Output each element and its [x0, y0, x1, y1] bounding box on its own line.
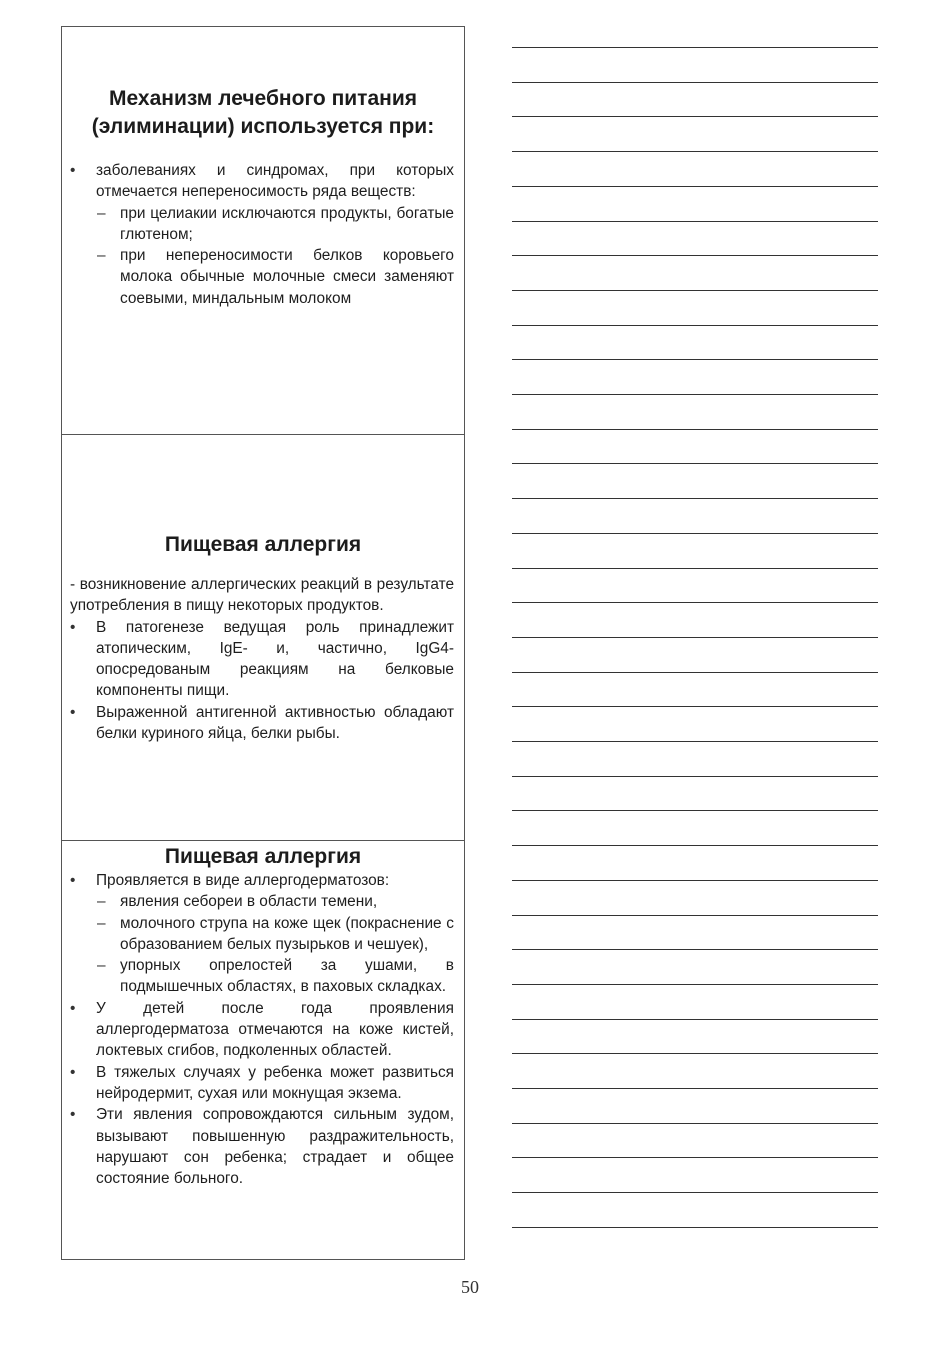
note-line: [512, 463, 878, 464]
note-line: [512, 602, 878, 603]
note-line: [512, 637, 878, 638]
slide-food-allergy-manifestations: [62, 840, 464, 1261]
note-line: [512, 706, 878, 707]
note-line: [512, 741, 878, 742]
bullet-item: • Выраженной антигенной активностью обладают белки куриного яйца, белки рыбы.: [62, 702, 464, 745]
dash-item: – при непереносимости белков коровьего молока обычные молочные смеси заменяют соевыми, миндальным молоком: [96, 245, 454, 309]
note-line: [512, 880, 878, 881]
note-line: [512, 498, 878, 499]
slide-body: [62, 870, 464, 1189]
bullet-text: заболеваниях и синдромах, при которых отмечается непереносимость ряда веществ:: [96, 162, 454, 201]
note-line: [512, 1227, 878, 1228]
note-line: [512, 845, 878, 846]
slide-food-allergy-definition: [62, 434, 464, 840]
slides-column: [61, 26, 465, 1260]
note-line: [512, 915, 878, 916]
note-line: [512, 359, 878, 360]
note-line: [512, 325, 878, 326]
note-line: [512, 1192, 878, 1193]
note-line: [512, 533, 878, 534]
note-line: [512, 151, 878, 152]
note-line: [512, 810, 878, 811]
slide-title: Пищевая аллергия: [164, 845, 362, 868]
slide-body: [62, 574, 464, 744]
dash-item: – при целиакии исключаются продукты, богатые глютеном;: [96, 203, 454, 246]
note-line: [512, 47, 878, 48]
note-line: [512, 1123, 878, 1124]
note-line: [512, 949, 878, 950]
slide-title: Механизм лечебного питания (элиминации) используется при:: [91, 87, 435, 138]
note-line: [512, 429, 878, 430]
page-number: 50: [461, 1277, 479, 1297]
note-line: [512, 394, 878, 395]
bullet-item: [62, 870, 464, 998]
bullet-item: • В патогенезе ведущая роль принадлежит атопическим, IgE- и, частично, IgG4-опосредованым реакциям на белковые компоненты пищи.: [62, 617, 464, 702]
note-line: [512, 1053, 878, 1054]
bullet-item: • У детей после года проявления аллергодерматоза отмечаются на коже кистей, локтевых сгибов, подколенных областей.: [62, 998, 464, 1062]
definition-text: - возникновение аллергических реакций в результате употребления в пищу некоторых продуктов.: [70, 576, 454, 615]
note-line: [512, 672, 878, 673]
note-line: [512, 1088, 878, 1089]
slide-elimination: [62, 27, 464, 434]
slide-body: [62, 160, 464, 309]
dash-item: – явления себореи в области темени,: [96, 891, 454, 912]
note-line: [512, 1019, 878, 1020]
note-line: [512, 776, 878, 777]
note-line: [512, 221, 878, 222]
note-line: [512, 1157, 878, 1158]
note-line: [512, 984, 878, 985]
note-line: [512, 116, 878, 117]
note-line: [512, 255, 878, 256]
bullet-item: • В тяжелых случаях у ребенка может развиться нейродермит, сухая или мокнущая экзема.: [62, 1062, 464, 1105]
bullet-text: Проявляется в виде аллергодерматозов:: [96, 872, 390, 889]
note-line: [512, 568, 878, 569]
bullet-item: [62, 160, 464, 309]
dash-item: – упорных опрелостей за ушами, в подмышечных областях, в паховых складках.: [96, 955, 454, 998]
bullet-item: • Эти явления сопровождаются сильным зудом, вызывают повышенную раздражительность, нарушают сон ребенка; страдает и общее состояние больного.: [62, 1104, 464, 1189]
note-line: [512, 186, 878, 187]
dash-item: – молочного струпа на коже щек (покраснение с образованием белых пузырьков и чешуек),: [96, 913, 454, 956]
note-line: [512, 82, 878, 83]
slide-title: Пищевая аллергия: [164, 533, 362, 556]
note-line: [512, 290, 878, 291]
